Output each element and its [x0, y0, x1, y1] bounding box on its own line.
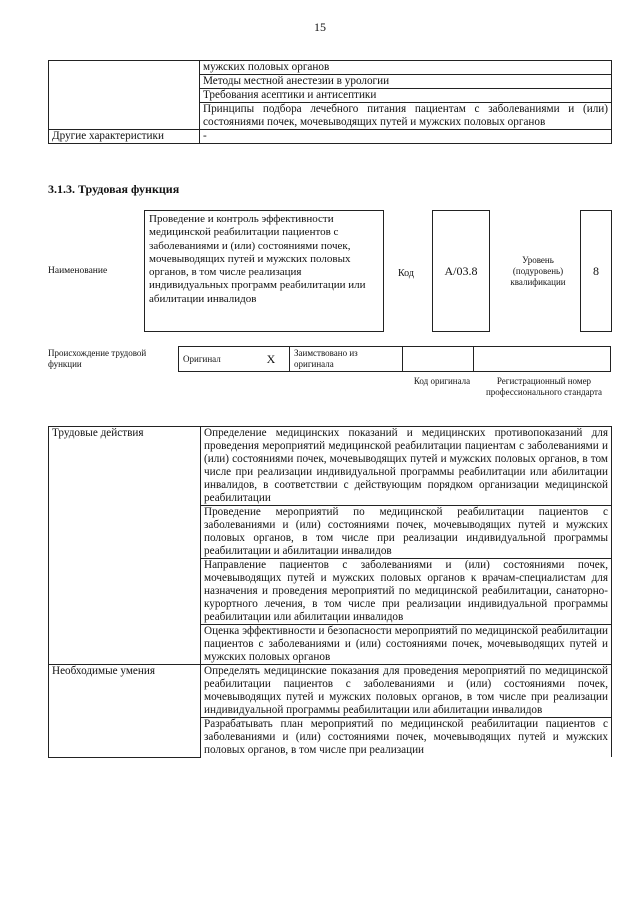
skill-item: Разрабатывать план мероприятий по медицинской реабилитации пациентов с заболеваниями и (или) состояниями почек, мочевыводящих путей и мужских половых органов, в том числе при реализации [201, 718, 612, 758]
reg-number-caption: Регистрационный номер профессионального стандарта [485, 376, 603, 397]
function-name-box: Проведение и контроль эффективности медицинской реабилитации пациентов с заболеваниями и (или) состояниями почек, мочевыводящих путей и мужских половых органов, в том числе реализация индивидуальных программ реабилитации или абилитации инвалидов [144, 210, 384, 332]
empty-label-cell [49, 61, 200, 130]
original-label: Оригинал [179, 347, 254, 372]
borrowed-label: Заимствовано из оригинала [290, 347, 403, 372]
code-value-box: A/03.8 [432, 210, 490, 332]
table-cell: Принципы подбора лечебного питания пациентам с заболеваниями и (или) состояниями почек, мочевыводящих путей и мужских половых органов [200, 103, 612, 130]
skill-item: Определять медицинские показания для проведения мероприятий по медицинской реабилитации пациентов с заболеваниями и (или) состояниями почек, мочевыводящих путей и мужских половых органов, в том числе при реализации индивидуальной программы реабилитации или абилитации инвалидов [201, 665, 612, 718]
code-label: Код [398, 268, 414, 279]
origin-label: Происхождение трудовой функции [48, 348, 147, 369]
name-label: Наименование [48, 266, 108, 276]
code-original-cell [403, 347, 474, 372]
reg-number-cell [474, 347, 611, 372]
table-cell: Требования асептики и антисептики [200, 89, 612, 103]
labor-action-item: Проведение мероприятий по медицинской реабилитации пациентов с заболеваниями и (или) состояниями почек, мочевыводящих путей и мужских половых органов, в том числе при реализации индивидуальной программы реабилитации и абилитации инвалидов [201, 506, 612, 559]
skills-label: Необходимые умения [49, 665, 201, 758]
origin-table [178, 346, 611, 372]
page-number: 15 [314, 20, 326, 34]
labor-function-table [48, 426, 612, 758]
other-characteristics-label: Другие характеристики [49, 130, 200, 144]
knowledge-table-continued [48, 60, 612, 144]
table-cell: Методы местной анестезии в урологии [200, 75, 612, 89]
labor-action-item: Оценка эффективности и безопасности мероприятий по медицинской реабилитации пациентов с заболеваниями и (или) состояниями почек, мочевыводящих путей и мужских половых органов [201, 625, 612, 665]
section-title: 3.1.3. Трудовая функция [48, 182, 180, 196]
labor-action-item: Определение медицинских показаний и медицинских противопоказаний для проведения мероприятий медицинской реабилитации пациентам с заболеваниями и (или) состояниями почек, мочевыводящих путей и мужских половых органов, в том числе при реализации индивидуальной программы реабилитации или абилитации инвалидов, в соответствии с действующим порядком организации медицинской реабилитации [201, 427, 612, 506]
code-original-caption: Код оригинала [413, 376, 471, 386]
labor-actions-label: Трудовые действия [49, 427, 201, 665]
original-mark: X [253, 347, 290, 372]
table-cell: мужских половых органов [200, 61, 612, 75]
labor-action-item: Направление пациентов с заболеваниями и (или) состояниями почек, мочевыводящих путей и мужских половых органов к врачам-специалистам для назначения и проведения мероприятий по медицинской реабилитации, санаторно-курортного лечения, в том числе при реализации индивидуальной программы реабилитации или абилитации инвалидов [201, 559, 612, 625]
level-value-box: 8 [580, 210, 612, 332]
other-characteristics-value: - [200, 130, 612, 144]
level-label: Уровень (подуровень) квалификации [510, 255, 566, 287]
